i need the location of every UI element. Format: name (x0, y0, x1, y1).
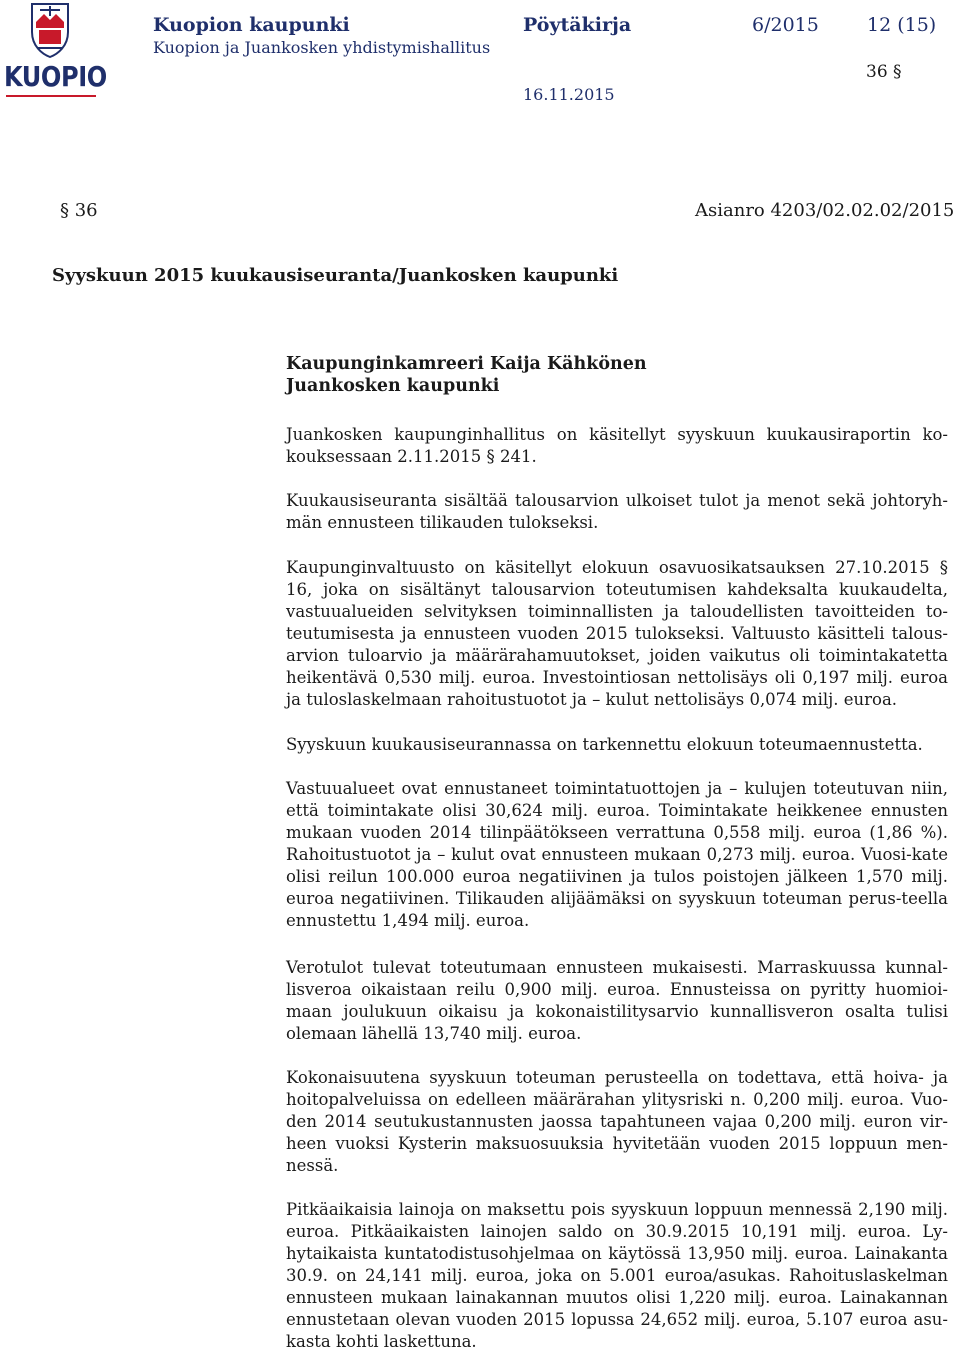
document-title: Syyskuun 2015 kuukausiseuranta/Juankosken kaupunki (52, 265, 619, 286)
paragraph-5: Vastuualueet ovat ennustaneet toimintatuottojen ja – kulujen toteutuvan niin, että toimintakate olisi 30,624 milj. euroa. Toimintakate heikkenee ennusten mukaan vuoden 2014 tilinpäätökseen verrattuna 0,558 milj. euroa (1,86 %). Rahoitustuotot ja – kulut ovat ennusteen mukaan 0,273 milj. euroa. Vuosi-kate olisi reilun 100.000 euroa negatiivinen ja tulos poistojen jälkeen 1,570 milj. euroa negatiivinen. Tilikauden alijäämäksi on syyskuun toteuman perus-teella ennustettu 1,494 milj. euroa. (286, 779, 948, 930)
logo-wordmark: KUOPIO (4, 60, 107, 93)
logo-underline (6, 95, 96, 97)
preparer-organization: Juankosken kaupunki (286, 376, 500, 396)
document-type: Pöytäkirja (523, 14, 632, 36)
kuopio-logo (2, 2, 107, 98)
section-number: 36 § (866, 62, 902, 82)
city-name: Kuopion kaupunki (153, 14, 350, 36)
section-marker: § 36 (60, 200, 98, 221)
committee-name: Kuopion ja Juankosken yhdistymishallitus (153, 38, 491, 57)
paragraph-8: Pitkäaikaisia lainoja on maksettu pois syyskuun loppuun mennessä 2,190 milj. euroa. Pitkäaikaisten lainojen saldo on 30.9.2015 10,191 milj. euroa. Ly-hytaikaista kuntatodistusohjelmaa on käytössä 13,950 milj. euroa. Lainakanta 30.9. on 24,141 milj. euroa, joka on 5.001 euroa/asukas. Rahoituslaskelman ennusteen mukaan lainakannan muutos olisi 1,220 milj. euroa. Lainakannan ennustetaan olevan vuoden 2015 lopussa 24,652 milj. euroa, 5.107 euroa asu-kasta kohti laskettuna. (286, 1200, 948, 1351)
document-number: 6/2015 (752, 14, 819, 36)
paragraph-6: Verotulot tulevat toteutumaan ennusteen mukaisesti. Marraskuussa kunnal-lisveroa oikaistaan reilu 0,900 milj. euroa. Ennusteissa on pyritty huomioi-maan joulukuun oikaisu ja kokonaistilitysarvio kunnallisveron osalta tulisi olemaan lähellä 13,740 milj. euroa. (286, 958, 948, 1043)
case-number: Asianro 4203/02.02.02/2015 (695, 200, 955, 221)
paragraph-4: Syyskuun kuukausiseurannassa on tarkennettu elokuun toteumaennustetta. (286, 735, 923, 754)
paragraph-7: Kokonaisuutena syyskuun toteuman perusteella on todettava, että hoiva- ja hoitopalveluissa on edelleen määrärahan ylitysriski n. 0,200 milj. euroa. Vuo-den 2014 seutukustannusten jaossa tapahtuneen vajaa 0,200 milj. euron vir-heen vuoksi Kysterin maksuosuuksia hyvitetään vuoden 2015 loppuun men-nessä. (286, 1068, 948, 1175)
meeting-date: 16.11.2015 (523, 85, 615, 104)
paragraph-2: Kuukausiseuranta sisältää talousarvion ulkoiset tulot ja menot sekä johtoryh-män ennusteen tilikauden tulokseksi. (286, 491, 948, 532)
coat-of-arms-icon (30, 2, 70, 58)
preparer-name: Kaupunginkamreeri Kaija Kähkönen (286, 354, 647, 374)
paragraph-3: Kaupunginvaltuusto on käsitellyt elokuun osavuosikatsauksen 27.10.2015 § 16, joka on sisältänyt talousarvion toteutumisen kahdeksalta kuukaudelta, vastuualueiden selvityksen toiminnallisten ja taloudellisten tavoitteiden to-teutumisesta ja ennusteen vuoden 2015 tulokseksi. Valtuusto käsitteli talous-arvion tuloarvio ja määrärahamuutokset, joiden vaikutus oli toimintakatetta heikentävä 0,530 milj. euroa. Investointiosan nettolisäys oli 0,197 milj. euroa ja tuloslaskelmaan rahoitustuotot ja – kulut nettolisäys 0,074 milj. euroa. (286, 558, 948, 709)
page-number: 12 (15) (867, 14, 937, 36)
paragraph-1: Juankosken kaupunginhallitus on käsitellyt syyskuun kuukausiraportin ko-kouksessaan 2.11.2015 § 241. (286, 425, 948, 466)
